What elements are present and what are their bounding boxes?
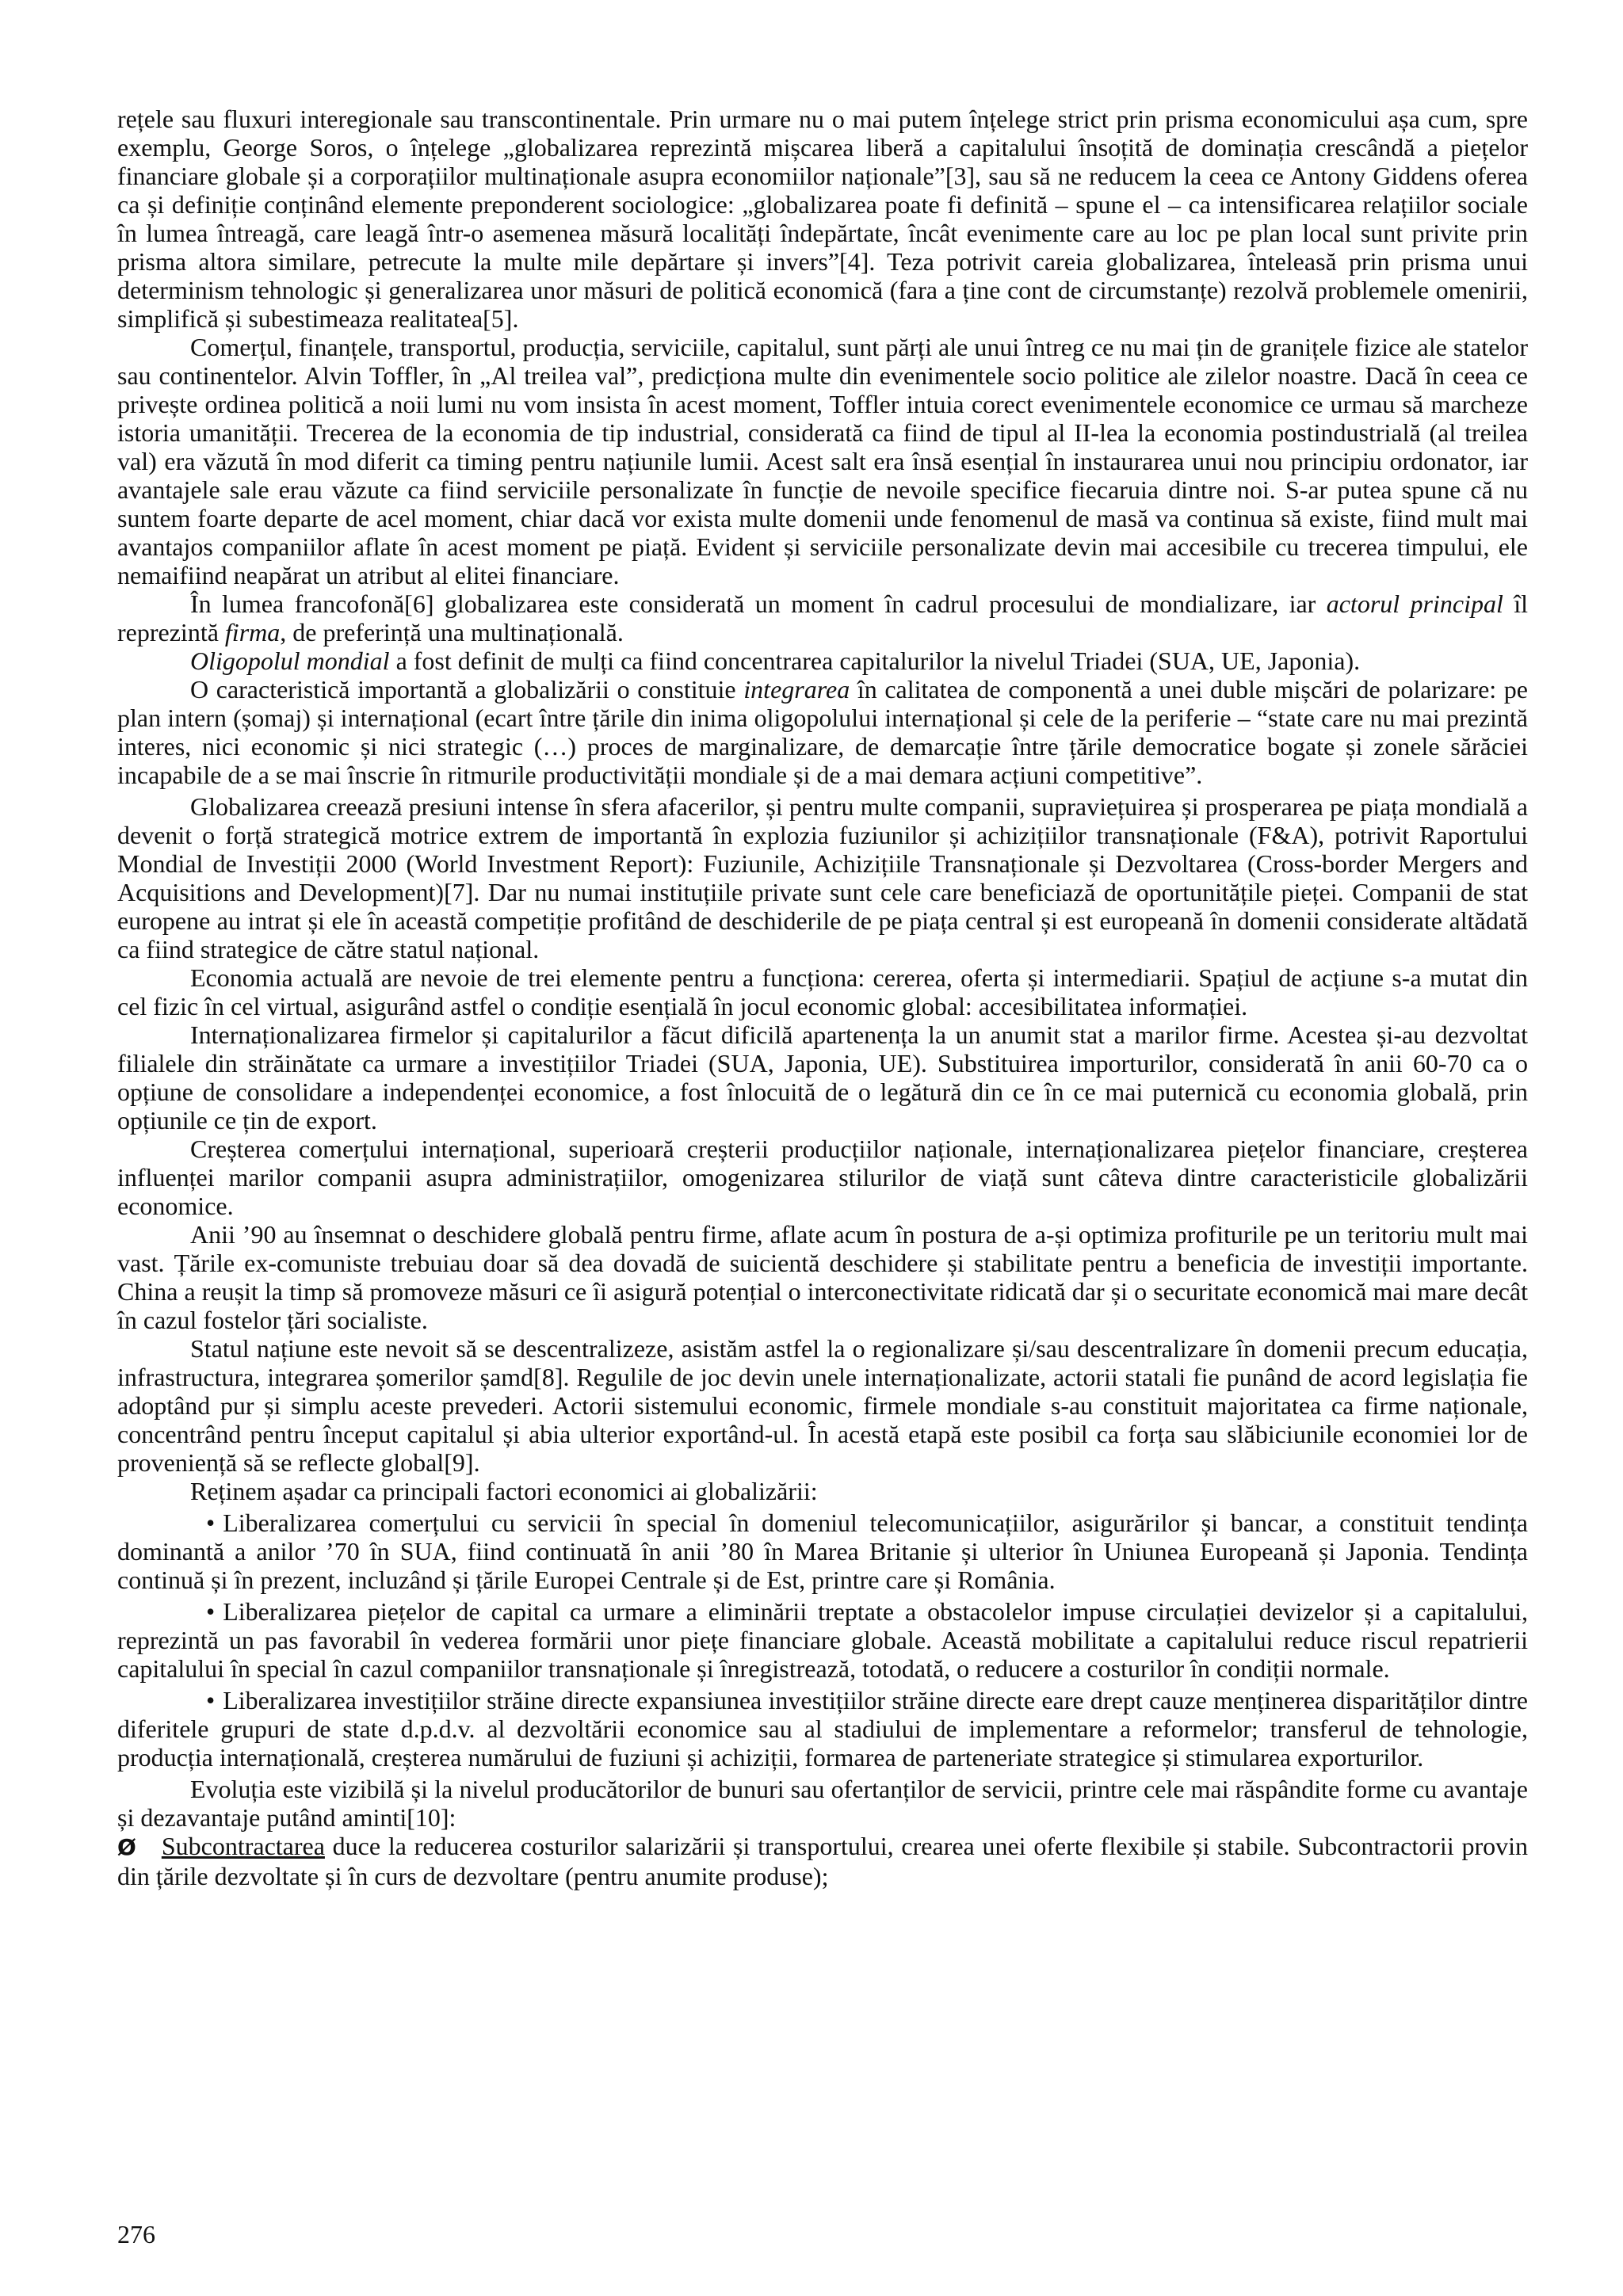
- paragraph-8: Internaționalizarea firmelor și capitalurilor a făcut dificilă apartenența la un anumit stat a marilor firme. Acestea și-au dezvoltat filialele din străinătate ca urmare a investițiilor Triadei (SUA, Japonia, UE). Substituirea importurilor, considerată în anii 60-70 ca o opțiune de consolidare a independenței economice, a fost înlocuită de o legătură din ce în ce mai puternică cu economia globală, prin opțiunile ce țin de export.: [117, 1020, 1528, 1135]
- arrow-item-text: duce la reducerea costurilor salarizării și transportului, crearea unei oferte flexibile și stabile. Subcontractorii provin din țările dezvoltate și în curs de dezvoltare (pentru anumite produse);: [117, 1832, 1528, 1890]
- bullet-icon: •: [206, 1597, 216, 1626]
- paragraph-1: rețele sau fluxuri interegionale sau transcontinentale. Prin urmare nu o mai putem înțelege strict prin prisma economicului așa cum, spre exemplu, George Soros, o înțelege „globalizarea reprezintă mișcarea liberă a capitalului însoțită de dominația crescândă a piețelor financiare globale și a corporațiilor multinaționale asupra economiilor naționale”[3], sau să ne reducem la ceea ce Antony Giddens oferea ca și definiție conținând elemente preponderent sociologice: „globalizarea poate fi definită – spune el – ca intensificarea relațiilor sociale în lumea întreagă, care leagă într-o asemenea măsură localități îndepărtate, încât evenimente care au loc pe plan local sunt privite prin prisma altora similare, petrecute la multe mile depărtare și invers”[4]. Teza potrivit careia globalizarea, înteleasă prin prisma unui determinism tehnologic și generalizarea unor măsuri de politică economică (fara a ține cont de circumstanțe) rezolvă problemele omenirii, simplifică și subestimeaza realitatea[5].: [117, 105, 1528, 333]
- paragraph-5: [117, 675, 1528, 789]
- closing-paragraph: Evoluția este vizibilă și la nivelul producătorilor de bunuri sau ofertanților de servicii, printre cele mai răspândite forme cu avantaje și dezavantaje putând aminti[10]:: [117, 1775, 1528, 1832]
- paragraph-3-part-3: îl reprezintă: [117, 589, 1529, 646]
- paragraph-5-part-1: O caracteristică importantă a globalizării o constituie: [190, 675, 744, 704]
- term-oligopolul-mondial: Oligopolul mondial: [190, 646, 390, 675]
- bullet-item: [117, 1686, 1528, 1772]
- bullet-icon: •: [206, 1686, 216, 1714]
- bullet-text: Liberalizarea investițiilor străine directe expansiunea investițiilor străine directe eare drept cauze menținerea disparităților dintre diferitele grupuri de state d.p.d.v. al dezvoltării economice sau al stadiului de implementare a reformelor; transferul de tehnologie, producția internațională, creșterea numărului de fuziuni și achiziții, formarea de parteneriate strategice și stimularea exporturilor.: [117, 1686, 1528, 1772]
- term-subcontractarea: Subcontractarea: [161, 1832, 325, 1860]
- term-firma: firma: [224, 618, 281, 646]
- paragraph-3: [117, 589, 1528, 646]
- paragraph-9: Creșterea comerțului internațional, superioară creșterii producțiilor naționale, internaționalizarea piețelor financiare, creșterea influenței marilor companii asupra administrațiilor, omogenizarea stilurilor de viață sunt câteva dintre caracteristicile globalizării economice.: [117, 1135, 1528, 1220]
- bullet-icon: •: [206, 1508, 216, 1537]
- paragraph-2: Comerțul, finanțele, transportul, producția, serviciile, capitalul, sunt părți ale unui întreg ce nu mai țin de granițele fizice ale statelor sau continentelor. Alvin Toffler, în „Al treilea val”, predicționa multe din evenimentele socio politice ale zilelor noastre. Dacă în ceea ce privește ordinea politică a noii lumi nu vom insista în acest moment, Toffler intuia corect evenimentele economice ce urmau să marcheze istoria umanității. Trecerea de la economia de tip industrial, considerată ca fiind de tipul al II-lea la economia postindustrială (al treilea val) era văzută în mod diferit ca timing pentru națiunile lumii. Acest salt era însă esențial în instaurarea unui nou principiu ordonator, iar avantajele sale erau văzute ca fiind serviciile personalizate în funcție de nevoile specifice fiecaruia dintre noi. S-ar putea spune că nu suntem foarte departe de acel moment, chiar dacă vor exista multe domenii unde fenomenul de masă va continua să existe, fiind mult mai avantajos companiilor aflate în acest moment pe piață. Evident și serviciile personalizate devin mai accesibile cu trecerea timpului, ele nemaifiind neapărat un atribut al elitei financiare.: [117, 333, 1528, 589]
- term-integrarea: integrarea: [743, 675, 850, 704]
- paragraph-4-part-2: a fost definit de mulți ca fiind concentrarea capitalurilor la nivelul Triadei (SUA, UE, Japonia).: [389, 646, 1361, 675]
- paragraph-5-part-3: în calitatea de componentă a unei duble mișcări de polarizare: pe plan intern (șomaj) și internațional (ecart între țările din inima oligopolului internațional și cele de la periferie – “state care nu mai prezintă interes, nici economic și nici strategic (…) proces de marginalizare, de demarcație între țările democratice bogate și zonele sărăciei incapabile de a se mai înscrie în ritmurile productivității mondiale și de a mai demara acțiuni competitive”.: [117, 675, 1529, 789]
- bullet-text: Liberalizarea comerțului cu servicii în special în domeniul telecomunicațiilor, asigurărilor și bancar, a constituit tendința dominantă a anilor ’70 în SUA, fiind continuată în anii ’80 în Marea Britanie și ulterior în Uniunea Europeană și Japonia. Tendința continuă și în prezent, incluzând și țările Europei Centrale și de Est, printre care și România.: [117, 1508, 1528, 1594]
- arrow-list-item: [117, 1832, 1528, 1890]
- bullet-item: [117, 1508, 1528, 1594]
- page-number: 276: [117, 2220, 155, 2248]
- arrow-bullet-icon: Ø: [117, 1834, 136, 1860]
- term-actorul-principal: actorul principal: [1326, 589, 1503, 618]
- paragraph-7: Economia actuală are nevoie de trei elemente pentru a funcționa: cererea, oferta și intermediarii. Spațiul de acțiune s-a mutat din cel fizic în cel virtual, asigurând astfel o condiție esențială în jocul economic global: accesibilitatea informației.: [117, 963, 1528, 1020]
- paragraph-10: Anii ’90 au însemnat o deschidere globală pentru firme, aflate acum în postura de a-și optimiza profiturile pe un teritoriu mult mai vast. Țările ex-comuniste trebuiau doar să dea dovadă de suicientă deschidere și stabilitate pentru a beneficia de investiții importante. China a reușit la timp să promoveze măsuri ce îi asigură potențial o interconectivitate ridicată dar și o securitate economică mai mare decât în cazul fostelor țări socialiste.: [117, 1220, 1528, 1334]
- paragraph-4: [117, 646, 1528, 675]
- paragraph-6: Globalizarea creează presiuni intense în sfera afacerilor, și pentru multe companii, supraviețuirea și prosperarea pe piața mondială a devenit o forță strategică motrice extrem de importantă în explozia fuziunilor și achizițiilor transnaționale (F&A), potrivit Raportului Mondial de Investiții 2000 (World Investment Report): Fuziunile, Achizițiile Transnaționale și Dezvoltarea (Cross-border Mergers and Acquisitions and Development)[7]. Dar nu numai instituțiile private sunt cele care beneficiază de oportunitățile pieței. Companii de stat europene au intrat și ele în această competiție profitând de deschiderile de pe piața central și est europeană în domenii considerate altădată ca fiind strategice de către statul național.: [117, 792, 1528, 963]
- paragraph-3-part-5: , de preferință una multinațională.: [280, 618, 624, 646]
- paragraph-11: Statul națiune este nevoit să se descentralizeze, asistăm astfel la o regionalizare și/sau descentralizare în domenii precum educația, infrastructura, integrarea șomerilor șamd[8]. Regulile de joc devin unele internaționalizate, actorii statali fie punând de acord legislația fie adoptând pur și simplu aceste prevederi. Actorii sistemului economic, firmele mondiale s-au constituit majoritatea ca firme naționale, concentrând pentru început capitalul și abia ulterior exportând-ul. În acestă etapă este posibil ca forța sau slăbiciunile economiei lor de proveniență să se reflecte global[9].: [117, 1334, 1528, 1477]
- bullet-text: Liberalizarea piețelor de capital ca urmare a eliminării treptate a obstacolelor impuse circulației devizelor și a capitalului, reprezintă un pas favorabil în vederea formării unor piețe financiare globale. Această mobilitate a capitalului reduce riscul repatrierii capitalului în special în cazul companiilor transnaționale și înregistrează, totodată, o reducere a costurilor în condiții normale.: [117, 1597, 1528, 1683]
- bullet-item: [117, 1597, 1528, 1683]
- page-body: [117, 105, 1528, 1890]
- paragraph-12: Reținem așadar ca principali factori economici ai globalizării:: [190, 1477, 818, 1505]
- paragraph-3-part-1: În lumea francofonă[6] globalizarea este considerată un moment în cadrul procesului de mondializare, iar: [190, 589, 1327, 618]
